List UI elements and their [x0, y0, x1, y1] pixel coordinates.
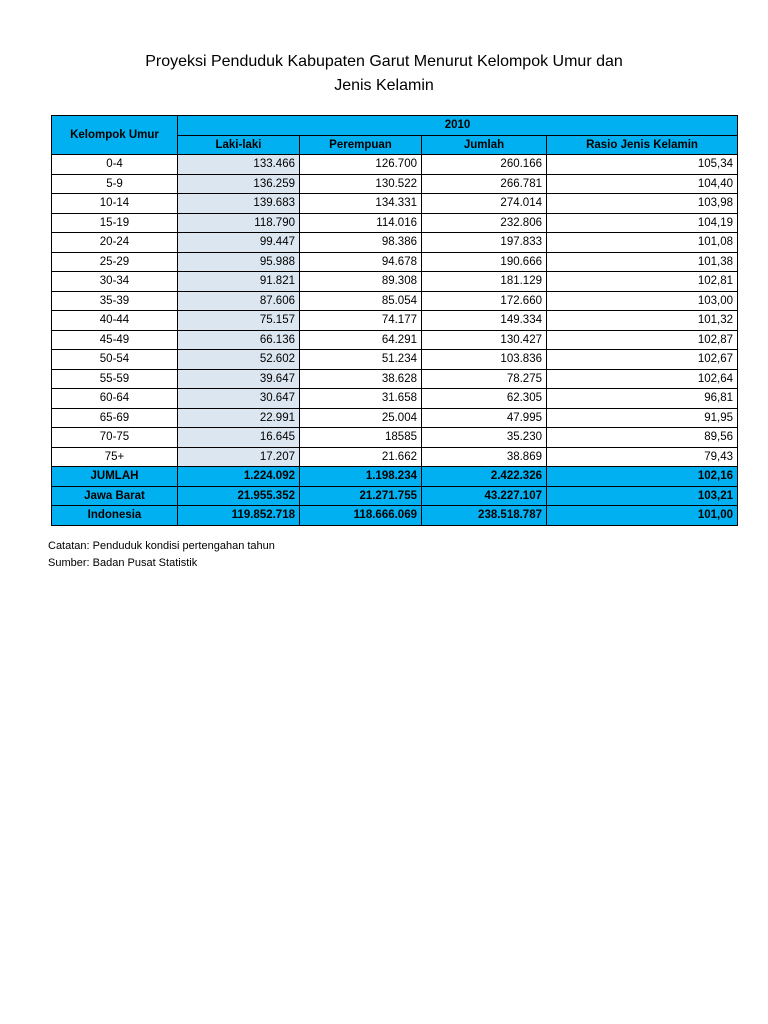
table-row — [52, 408, 738, 428]
title-line-1: Proyeksi Penduduk Kabupaten Garut Menurut Kelompok Umur dan — [145, 53, 623, 70]
table-row — [52, 330, 738, 350]
header-year: 2010 — [178, 116, 738, 136]
cell-jumlah: 190.666 — [422, 252, 547, 272]
cell-age-group: 55-59 — [52, 369, 178, 389]
cell-jumlah: 35.230 — [422, 428, 547, 448]
cell-perempuan: 126.700 — [300, 155, 422, 175]
cell-perempuan: 118.666.069 — [300, 506, 422, 526]
cell-perempuan: 25.004 — [300, 408, 422, 428]
cell-perempuan: 38.628 — [300, 369, 422, 389]
cell-age-group: 40-44 — [52, 311, 178, 331]
cell-rasio: 104,19 — [547, 213, 738, 233]
table-row — [52, 174, 738, 194]
cell-jumlah: 62.305 — [422, 389, 547, 409]
cell-perempuan: 134.331 — [300, 194, 422, 214]
cell-jumlah: 260.166 — [422, 155, 547, 175]
header-perempuan: Perempuan — [300, 135, 422, 155]
cell-jumlah: 47.995 — [422, 408, 547, 428]
cell-total-label: Jawa Barat — [52, 486, 178, 506]
cell-age-group: 50-54 — [52, 350, 178, 370]
title-line-2: Jenis Kelamin — [334, 77, 434, 94]
note-sumber: Sumber: Badan Pusat Statistik — [48, 557, 198, 569]
cell-rasio: 105,34 — [547, 155, 738, 175]
cell-perempuan: 18585 — [300, 428, 422, 448]
table-row — [52, 389, 738, 409]
cell-rasio: 103,21 — [547, 486, 738, 506]
cell-age-group: 75+ — [52, 447, 178, 467]
cell-jumlah: 103.836 — [422, 350, 547, 370]
table-row — [52, 155, 738, 175]
cell-perempuan: 1.198.234 — [300, 467, 422, 487]
page-title — [0, 50, 768, 98]
cell-perempuan: 94.678 — [300, 252, 422, 272]
cell-laki-laki: 22.991 — [178, 408, 300, 428]
cell-perempuan: 85.054 — [300, 291, 422, 311]
cell-perempuan: 89.308 — [300, 272, 422, 292]
total-row — [52, 467, 738, 487]
cell-jumlah: 238.518.787 — [422, 506, 547, 526]
cell-jumlah: 274.014 — [422, 194, 547, 214]
cell-laki-laki: 30.647 — [178, 389, 300, 409]
header-rasio: Rasio Jenis Kelamin — [547, 135, 738, 155]
cell-perempuan: 114.016 — [300, 213, 422, 233]
cell-laki-laki: 95.988 — [178, 252, 300, 272]
cell-rasio: 103,00 — [547, 291, 738, 311]
cell-rasio: 79,43 — [547, 447, 738, 467]
table-row — [52, 233, 738, 253]
cell-laki-laki: 16.645 — [178, 428, 300, 448]
cell-jumlah: 43.227.107 — [422, 486, 547, 506]
cell-age-group: 35-39 — [52, 291, 178, 311]
cell-jumlah: 38.869 — [422, 447, 547, 467]
cell-rasio: 91,95 — [547, 408, 738, 428]
cell-jumlah: 2.422.326 — [422, 467, 547, 487]
table-body — [52, 155, 738, 526]
cell-age-group: 70-75 — [52, 428, 178, 448]
total-row — [52, 486, 738, 506]
cell-age-group: 25-29 — [52, 252, 178, 272]
cell-age-group: 60-64 — [52, 389, 178, 409]
cell-laki-laki: 66.136 — [178, 330, 300, 350]
cell-rasio: 96,81 — [547, 389, 738, 409]
cell-rasio: 101,32 — [547, 311, 738, 331]
total-row — [52, 506, 738, 526]
cell-rasio: 101,00 — [547, 506, 738, 526]
cell-jumlah: 197.833 — [422, 233, 547, 253]
cell-laki-laki: 17.207 — [178, 447, 300, 467]
cell-rasio: 103,98 — [547, 194, 738, 214]
cell-jumlah: 266.781 — [422, 174, 547, 194]
cell-laki-laki: 119.852.718 — [178, 506, 300, 526]
cell-rasio: 102,67 — [547, 350, 738, 370]
table-row — [52, 350, 738, 370]
cell-age-group: 10-14 — [52, 194, 178, 214]
cell-laki-laki: 1.224.092 — [178, 467, 300, 487]
cell-perempuan: 31.658 — [300, 389, 422, 409]
cell-laki-laki: 39.647 — [178, 369, 300, 389]
note-catatan: Catatan: Penduduk kondisi pertengahan tahun — [48, 540, 275, 552]
header-laki-laki: Laki-laki — [178, 135, 300, 155]
cell-laki-laki: 99.447 — [178, 233, 300, 253]
cell-age-group: 15-19 — [52, 213, 178, 233]
cell-total-label: Indonesia — [52, 506, 178, 526]
cell-rasio: 101,38 — [547, 252, 738, 272]
cell-jumlah: 181.129 — [422, 272, 547, 292]
table-row — [52, 369, 738, 389]
cell-rasio: 102,16 — [547, 467, 738, 487]
table-row — [52, 447, 738, 467]
table-row — [52, 428, 738, 448]
cell-rasio: 101,08 — [547, 233, 738, 253]
table-row — [52, 272, 738, 292]
cell-rasio: 102,64 — [547, 369, 738, 389]
cell-age-group: 20-24 — [52, 233, 178, 253]
cell-rasio: 89,56 — [547, 428, 738, 448]
cell-perempuan: 51.234 — [300, 350, 422, 370]
cell-jumlah: 172.660 — [422, 291, 547, 311]
cell-age-group: 0-4 — [52, 155, 178, 175]
cell-age-group: 5-9 — [52, 174, 178, 194]
cell-total-label: JUMLAH — [52, 467, 178, 487]
cell-perempuan: 21.271.755 — [300, 486, 422, 506]
cell-laki-laki: 136.259 — [178, 174, 300, 194]
cell-age-group: 45-49 — [52, 330, 178, 350]
cell-jumlah: 149.334 — [422, 311, 547, 331]
cell-laki-laki: 52.602 — [178, 350, 300, 370]
cell-perempuan: 74.177 — [300, 311, 422, 331]
cell-rasio: 104,40 — [547, 174, 738, 194]
cell-laki-laki: 133.466 — [178, 155, 300, 175]
population-table — [51, 115, 738, 526]
cell-age-group: 30-34 — [52, 272, 178, 292]
cell-perempuan: 21.662 — [300, 447, 422, 467]
cell-age-group: 65-69 — [52, 408, 178, 428]
cell-jumlah: 130.427 — [422, 330, 547, 350]
cell-laki-laki: 87.606 — [178, 291, 300, 311]
cell-perempuan: 64.291 — [300, 330, 422, 350]
cell-laki-laki: 75.157 — [178, 311, 300, 331]
cell-laki-laki: 139.683 — [178, 194, 300, 214]
cell-rasio: 102,87 — [547, 330, 738, 350]
table-row — [52, 252, 738, 272]
cell-jumlah: 78.275 — [422, 369, 547, 389]
cell-laki-laki: 118.790 — [178, 213, 300, 233]
table-row — [52, 311, 738, 331]
table-row — [52, 194, 738, 214]
cell-perempuan: 130.522 — [300, 174, 422, 194]
table-row — [52, 213, 738, 233]
cell-jumlah: 232.806 — [422, 213, 547, 233]
cell-laki-laki: 21.955.352 — [178, 486, 300, 506]
header-kelompok-umur: Kelompok Umur — [52, 116, 178, 155]
cell-rasio: 102,81 — [547, 272, 738, 292]
cell-laki-laki: 91.821 — [178, 272, 300, 292]
header-jumlah: Jumlah — [422, 135, 547, 155]
table-row — [52, 291, 738, 311]
cell-perempuan: 98.386 — [300, 233, 422, 253]
